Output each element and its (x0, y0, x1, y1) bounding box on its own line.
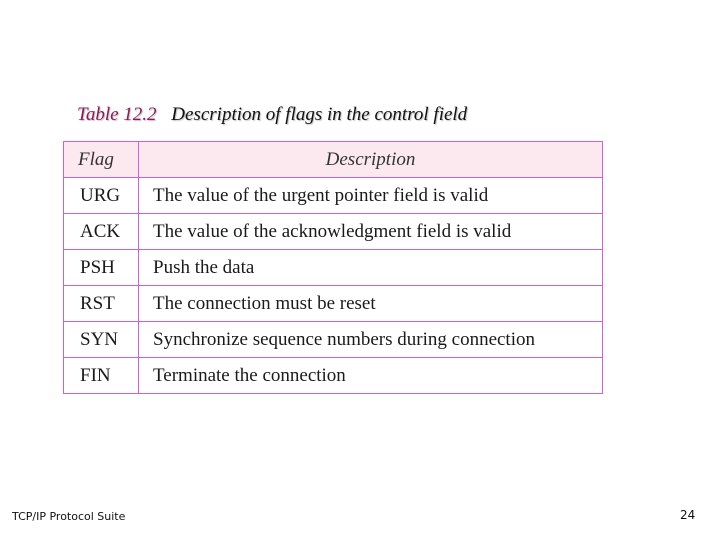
page-number: 24 (680, 508, 696, 522)
table-title: Description of flags in the control field (171, 104, 468, 125)
description-cell: Terminate the connection (139, 358, 603, 394)
description-cell: The value of the acknowledgment field is valid (139, 214, 603, 250)
table-row (64, 214, 603, 250)
table-caption (77, 104, 467, 126)
description-cell: Push the data (139, 250, 603, 286)
column-header-description: Description (139, 142, 603, 178)
flag-cell: ACK (64, 214, 139, 250)
flag-cell: FIN (64, 358, 139, 394)
flag-cell: URG (64, 178, 139, 214)
description-cell: The connection must be reset (139, 286, 603, 322)
table-header-row (64, 142, 603, 178)
description-cell: Synchronize sequence numbers during connection (139, 322, 603, 358)
flag-cell: SYN (64, 322, 139, 358)
flag-cell: RST (64, 286, 139, 322)
table-row (64, 358, 603, 394)
footer-book-title: TCP/IP Protocol Suite (12, 510, 126, 523)
table-row (64, 286, 603, 322)
description-cell: The value of the urgent pointer field is valid (139, 178, 603, 214)
table-row (64, 322, 603, 358)
flags-table (63, 141, 603, 394)
table-row (64, 178, 603, 214)
column-header-flag: Flag (64, 142, 139, 178)
flag-cell: PSH (64, 250, 139, 286)
table-row (64, 250, 603, 286)
table-number: Table 12.2 (77, 104, 157, 125)
